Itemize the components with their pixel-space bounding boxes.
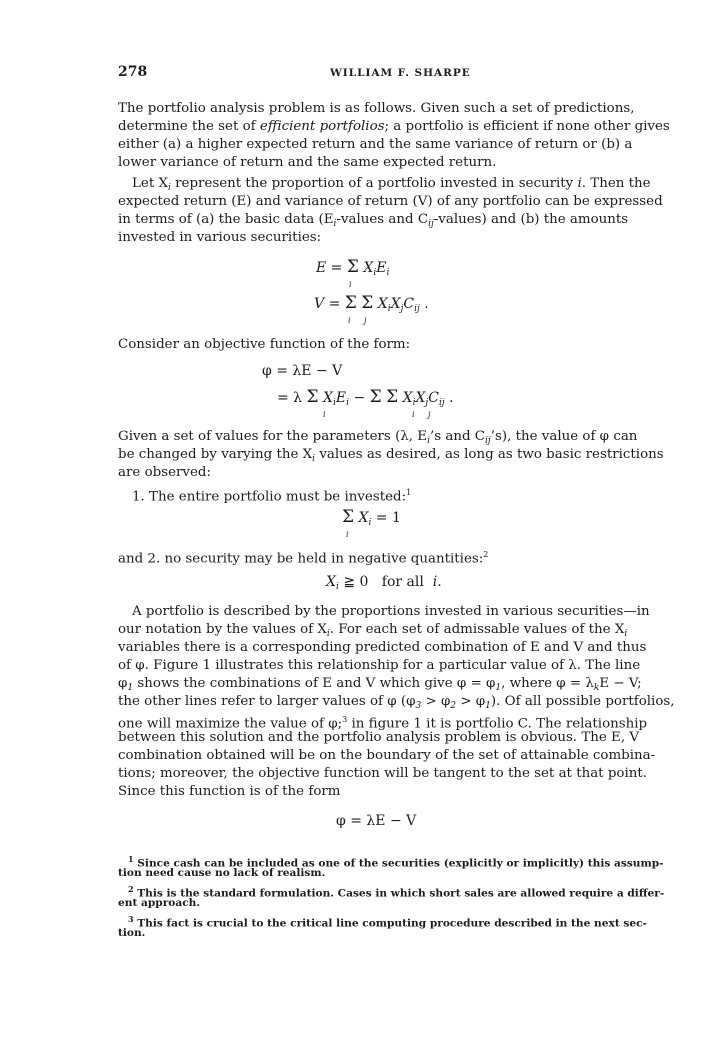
footnote-2-line2: ent approach. [118,897,201,909]
consider-line: Consider an objective function of the form: [118,337,411,352]
para4-line4: of φ. Figure 1 illustrates this relationship for a particular value of λ. The line [118,658,641,673]
equation-expected-return: E = Σ $X_iE_i$ [316,257,390,278]
eq3-index-i2: i [412,410,415,419]
eq1-sum-index: i [349,280,352,289]
para4-line3: variables there is a corresponding predicted combination of E and V and thus [118,640,647,655]
para3-line3: are observed: [118,465,211,480]
restriction-1: 1. The entire portfolio must be invested:$^1$ [132,488,412,505]
eq3-index-i1: i [323,410,326,419]
equation-objective-line1: φ = λE − V [262,363,343,379]
eq2-sum-index-i: i [348,316,351,325]
equation-variance: V = Σ Σ $X_iX_jC_{ij}$ . [314,293,429,314]
running-title: WILLIAM F. SHARPE [330,67,471,79]
page-number: 278 [118,64,148,80]
footnote-3-line2: tion. [118,927,146,939]
footnote-2-line1: $^2$ This is the standard formulation. Cases in which short sales are allowed require a differ- [128,884,665,900]
footnote-ref-3: 3 [342,715,348,724]
para2-line3: in terms of (a) the basic data ($E_i$-values and $C_{ij}-values$) and (b) the amounts [118,212,629,229]
para1-line2: determine the set of efficient portfolios; a portfolio is efficient if none other gives [118,119,670,134]
footnote-3-line1: $^3$ This fact is crucial to the critical line computing procedure described in the next sec- [128,914,647,930]
equation-objective-line2: = λ Σ $X_iE_i - \Sigma$ Σ $X_iX_jC_{ij}$ . [277,387,454,408]
equation-budget: Σ $X_i = 1$ [342,507,401,528]
eq2-sum-index-j: j [364,316,367,325]
para4-line8: between this solution and the portfolio analysis problem is obvious. The E, V [118,730,640,745]
footnote-1-line2: tion need cause no lack of realism. [118,867,326,879]
para4-line2: our notation by the values of $X_i$. For each set of admissable values of the $X_i$ [118,622,628,639]
restriction-2: and 2. no security may be held in negative quantities:$^2$ [118,550,489,567]
para4-line9: combination obtained will be on the boundary of the set of attainable combina- [118,748,656,763]
footnote-ref-2: 2 [483,550,489,559]
para1-line3: either (a) a higher expected return and the same variance of return or (b) a [118,137,633,152]
para4-line7: one will maximize the value of φ;$^3$ in figure 1 it is portfolio C. The relationship [118,715,648,732]
footnote-ref-1: 1 [406,488,412,497]
eq4-sum-index: i [346,530,349,539]
footnote-1-line1: $^1$ Since cash can be included as one of the securities (explicitly or implicitly) this assump- [128,854,664,870]
para3-line2: be changed by varying the $X_i$ values as desired, as long as two basic restrictions [118,447,664,464]
eq3-index-j: j [428,410,431,419]
para1-line4: lower variance of return and the same expected return. [118,155,497,170]
para4-line10: tions; moreover, the objective function will be tangent to the set at that point. [118,766,647,781]
para2-line1: Let $X_i$ represent the proportion of a portfolio invested in security i. Then the [132,176,651,193]
equation-objective-repeat: φ = λE − V [336,813,417,829]
para3-line1: Given a set of values for the parameters (λ, $E_i’s$ and $C_{ij}’s$), the value of φ can [118,429,638,446]
efficient-portfolios-term: efficient portfolios [259,119,385,134]
para2-line4: invested in various securities: [118,230,322,245]
para2-line2: expected return (E) and variance of return (V) of any portfolio can be expressed [118,194,663,209]
equation-nonnegativity: $X_i$ ≧ 0 for all i. [326,574,442,592]
para4-line11: Since this function is of the form [118,784,341,799]
para4-line6: the other lines refer to larger values of φ $(\varphi_3 > \varphi_2 > \varphi_1)$. Of all possible portfolios, [118,694,675,711]
para4-line5: $\varphi_1$ shows the combinations of E and V which give $\varphi = \varphi_1$, where $\varphi = \lambda_kE - V$; [118,676,642,693]
para1-line1: The portfolio analysis problem is as follows. Given such a set of predictions, [118,101,635,116]
para4-line1: A portfolio is described by the proportions invested in various securities—in [132,604,650,619]
